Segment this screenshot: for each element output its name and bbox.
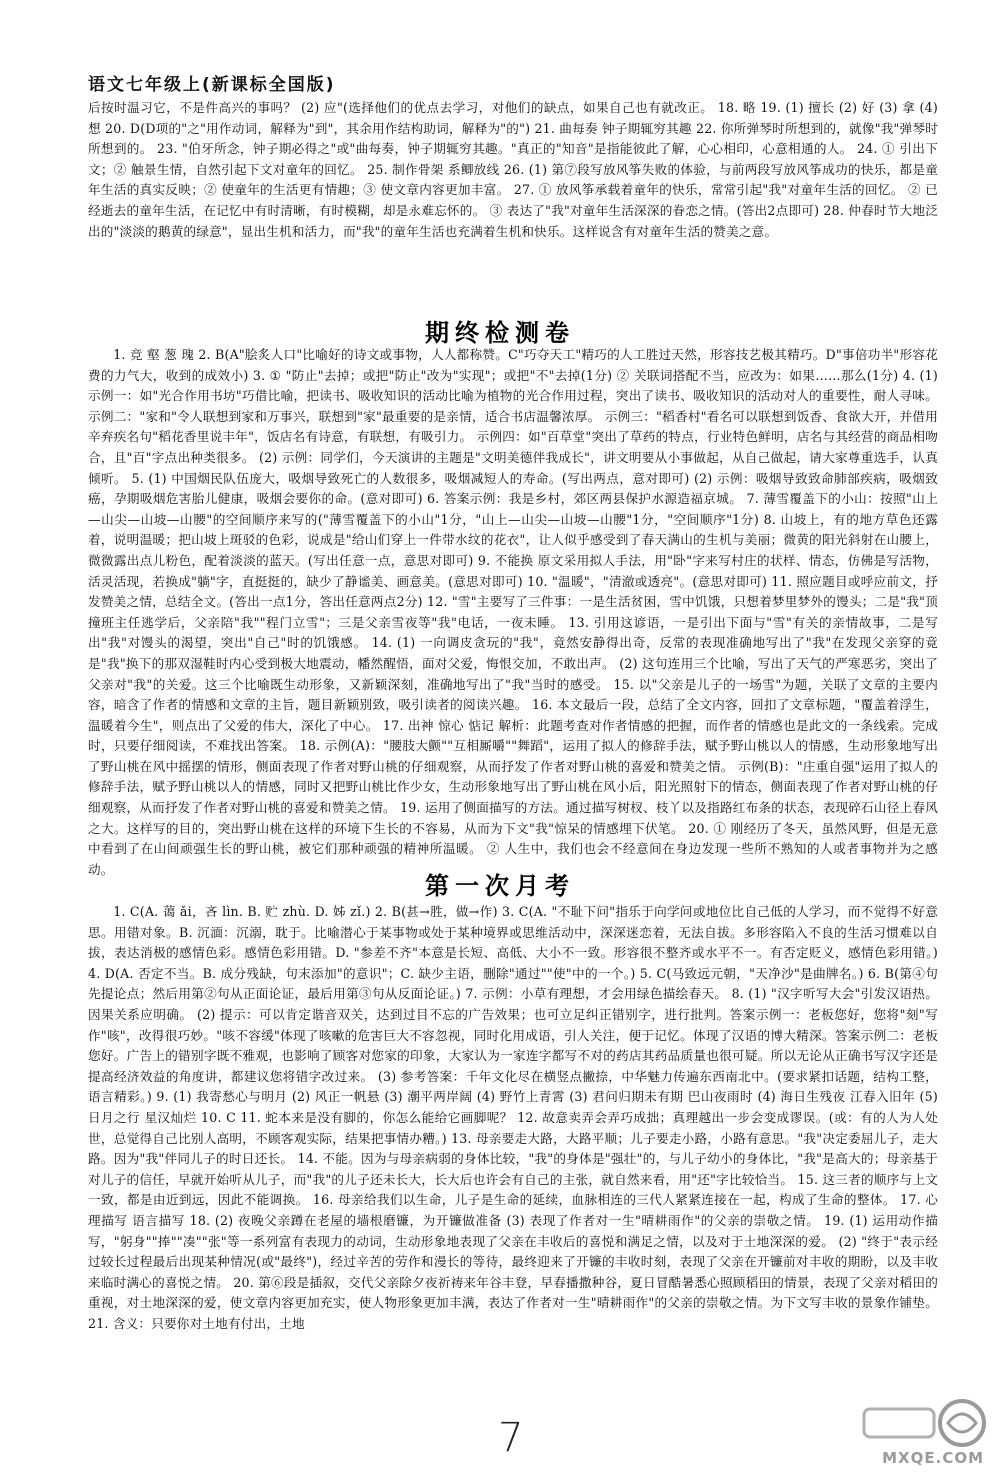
page-number: 7 (498, 1415, 524, 1461)
watermark-logo (844, 1391, 994, 1477)
answer-paragraph: 1. C(A. 蔼 ǎi，吝 lìn. B. 贮 zhù. D. 姊 zǐ.) 2. B(甚→胜，做→作) 3. C(A. "不耻下问"指乐于向学问或地位比自己低的人学习，而不觉得不好意思。用错对象。B. 沉湎：沉溺，耽于。比喻潜心于某事物或处于某种境界或思维活动中，深深迷恋着，无法自拔。多形容陷入不良的生活习惯难以自拔，表达消极的感情色彩。感情色彩用错。D. "参差不齐"本意是长短、高低、大小不一致。形容很不整齐或水平不一。有否定贬义，感情色彩用错。) 4. D(A. 否定不当。B. 成分残缺，句末添加"的意识"；C. 缺少主语，删除"通过""使"中的一个。) 5. C(马致远元朝，"天净沙"是曲牌名。) 6. B(第④句先提论点；然后用第②句从正面论证，最后用第③句从反面论证。) 7. 示例：小草有理想，才会用绿色描绘春天。 8. (1) "汉字听写大会"引发汉语热。因果关系应明确。 (2) 提示：可以肯定谐音双关，达到过目不忘的广告效果；也可立足纠正错别字，进行批判。答案示例一：老板您好，您将"刻"写作"咳"，改得很巧妙。"咳不容缓"体现了咳嗽的危害巨大不容忽视，同时化用成语，引人关注，便于记忆。体现了汉语的博大精深。答案示例二：老板您好。广告上的错别字既不雅观，也影响了顾客对您家的印象，大家认为一家连字都写不对的药店其药品质量也很可疑。所以无论从正确书写汉字还是提高经济效益的角度讲，都建议您将错字改过来。 (3) 参考答案：千年文化尽在横竖点撇捺，中华魅力传遍东西南北中。(要求紧扣话题，结构工整，语言精彩。) 9. (1) 我寄愁心与明月 (2) 风正一帆悬 (3) 潮平两岸阔 (4) 野竹上青霄 (3) 君问归期未有期 巴山夜雨时 (4) 海日生残夜 江春入旧年 (5) 日月之行 星汉灿烂 10. C 11. 蛇本来是没有脚的，你怎么能给它画脚呢？ 12. 故意卖弄会弄巧成拙；真理越出一步会变成谬误。(或：有的人为人处世，总觉得自己比别人高明，不顾客观实际，结果把事情办糟。) 13. 母亲要走大路，大路平顺；儿子要走小路，小路有意思。"我"决定委屈儿子，走大路。因为"我"伴同儿子的时日还长。 14. 不能。因为与母亲病弱的身体比较，"我"的身体是"强壮"的，与儿子幼小的身体比，"我"是高大的；母亲基于对儿子的信任，早就开始听从儿子，而"我"的儿子还未长大，长大后也许会有自己的主张，就自然来看，用"还"字比较恰当。 15. 这三者的顺序与上文一致，都是由近到远，因此不能调换。 16. 母亲给我们以生命，儿子是生命的延续，血脉相连的三代人紧紧连接在一起，构成了生命的整体。 17. 心理描写 语言描写 18. (2) 夜晚父亲蹲在老屋的墙根磨镰，为开镰做准备 (3) 表现了作者对一生"晴耕雨作"的父亲的崇敬之情。 19. (1) 运用动作描写，"躬身""捧""凑""张"等一系列富有表现力的动词，生动形象地表现了父亲在丰收后的喜悦和满足之情，以及对于土地深深的爱。 (2) "终于"表示经过较长过程最后出现某种情况(或"最终")，经过辛苦的劳作和漫长的等待，最终迎来了开镰的丰收时刻，表现了父亲在开镰前对丰收的期盼，以及丰收来临时满心的喜悦之情。 20. 第⑥段是插叙，交代父亲除夕夜祈祷来年谷丰登，早春播撒种谷，夏日冒酷暑悉心照顾稻田的情景，表现了父亲对稻田的重视，对土地深深的爱，使文章内容更加充实，使人物形象更加丰满，表达了作者对一生"晴耕雨作"的父亲的崇敬之情。为下文写丰收的景象作铺垫。 21. 含义：只要你对土地有付出，土地 (88, 904, 938, 1331)
answer-block-final-exam (88, 345, 938, 877)
answer-paragraph: 1. 竞 壑 葱 瑰 2. B(A"脍炙人口"比喻好的诗文或事物，人人都称赞。C"巧夺天工"精巧的人工胜过天然，形容技艺极其精巧。D"事倍功半"形容花费的力气大，收到的成效小) 3. ① "防止"去掉；或把"防止"改为"实现"；或把"不"去掉(1分) ② 关联词搭配不当，应改为：如果……那么(1分) 4. (1) 示例一：如"光合作用书坊"巧借比喻，把读书、吸收知识的活动比喻为植物的光合作用过程，突出了读书、吸收知识的活动对人的重要性，耐人寻味。 示例二："家和"令人联想到家和万事兴，联想到"家"最重要的是亲情，适合书店温馨浓厚。 示例三："稻香村"看名可以联想到饭香、食欲大开，并借用辛弃疾名句"稻花香里说丰年"，饭店名有诗意，有联想，有吸引力。 示例四：如"百草堂"突出了草药的特点，行业特色鲜明，店名与其经营的商品相吻合，且"百"字点出种类很多。 (2) 示例：同学们，今天演讲的主题是"文明美德伴我成长"，讲文明要从小事做起，从自己做起，请大家尊重选手，认真倾听。 5. (1) 中国烟民队伍庞大，吸烟导致死亡的人数很多，吸烟减短人的寿命。(写出两点，意对即可) (2) 示例：吸烟导致致命肺部疾病，吸烟致癌，孕期吸烟危害胎儿健康，吸烟会要你的命。(意对即可) 6. 答案示例：我是乡村，郊区两县保护水源造福京城。 7. 薄雪覆盖下的小山：按照"山上—山尖—山坡—山腰"的空间顺序来写的("薄雪覆盖下的小山"1分，"山上—山尖—山坡—山腰"1分，"空间顺序"1分) 8. 山坡上，有的地方草色还露着，说明温暖；把山坡上斑驳的色彩，说成是"给山们穿上一件带水纹的花衣"，让人似乎感受到了春天满山的生机与美丽；微黄的阳光斜射在山腰上，微微露出点儿粉色，配着淡淡的蓝天。(写出任意一点，意思对即可) 9. 不能换 原文采用拟人手法，用"卧"字来写村庄的状样、情态，仿佛是写活物，活灵活现，若换成"躺"字，直挺挺的，缺少了静谧美、画意美。(意思对即可) 10. "温暖"，"清澈或透亮"。(意思对即可) 11. 照应题目或呼应前文，抒发赞美之情，总结全文。(答出一点1分，答出任意两点2分) 12. "雪"主要写了三件事：一是生活贫困，雪中饥饿，只想着梦里梦外的馒头；二是"我"顶撞班主任逃学后，父亲陪"我""程门立雪"；三是父亲雪夜等"我"电话，一夜未睡。 13. 引用这谚语，一是引出下面与"雪"有关的亲情故事，二是写出"我"对馒头的渴望，突出"自己"时的饥饿感。 14. (1) 一向调皮贪玩的"我"，竟然安静得出奇，反常的表现准确地写出了"我"在发现父亲穿的竟是"我"换下的那双湿鞋时内心受到极大地震动，幡然醒悟，面对父爱，悔恨交加，不敢出声。 (2) 这句连用三个比喻，写出了天气的严寒恶劣，突出了父亲对"我"的关爱。这三个比喻既生动形象，又新颖深刻，准确地写出了"我"当时的感受。 15. 以"父亲是儿子的一场雪"为题，关联了文章的主要内容，暗含了作者的情感和文章的主旨，题目新颖别致，吸引读者的阅读兴趣。 16. 本文最后一段，总结了全文内容，回扣了文章标题，"覆盖着浮生，温暖着今生"，则点出了父爱的伟大，深化了中心。 17. 出神 惊心 惦记 解析：此题考查对作者情感的把握，而作者的情感也是此文的一条线索。完成时，只要仔细阅读，不难找出答案。 18. 示例(A)："腰肢大颤""互相厮嚼""舞蹈"，运用了拟人的修辞手法，赋予野山桃以人的情感，生动形象地写出了野山桃在风中摇摆的情形，侧面表现了作者对野山桃的仔细观察，从而抒发了作者对野山桃的喜爱和赞美之情。 示例(B)："庄重自强"运用了拟人的修辞手法，赋予野山桃以人的情感，同时又把野山桃比作少女，生动形象地写出了野山桃在风小后，阳光照射下的情态，侧面表现了作者对野山桃的仔细观察，从而抒发了作者对野山桃的喜爱和赞美之情。 19. 运用了侧面描写的方法。通过描写树杈、枝丫以及指路红布条的状态，表现碎石山径上春风之大。这样写的目的，突出野山桃在这样的环境下生长的不容易，从而为下文"我"惊呆的情感埋下伏笔。 20. ① 刚经历了冬天，虽然风野，但是无意中看到了在山间顽强生长的野山桃，被它们那种顽强的精神所温暖。 ② 人生中，我们也会不经意间在身边发现一些所不熟知的人或者事物并为之感动。 (88, 347, 938, 877)
watermark-text: MXQE.COM (882, 1449, 984, 1467)
answer-block-first-monthly (88, 902, 938, 1400)
answer-block-top (88, 98, 938, 298)
section-title-first-monthly: 第一次月考 (425, 872, 575, 900)
running-head: 语文七年级上(新课标全国版) (88, 75, 336, 95)
answer-paragraph: 后按时温习它，不是件高兴的事吗？ (2) 应"(选择他们的优点去学习，对他们的缺点，如果自己也有就改正。 18. 略 19. (1) 擅长 (2) 好 (3) 拿 (4) 想 20. D(D项的"之"用作动词，解释为"到"，其余用作结构助词，解释为"的") 21. 曲每奏 钟子期辄穷其趣 22. 你所弹琴时所想到的，就像"我"弹琴时所想到的。 23. "伯牙所念，钟子期必得之"或"曲每奏，钟子期辄穷其趣。"真正的"知音"是指能彼此了解，心心相印，心意相通的人。 24. ① 引出下文；② 触景生情，自然引起下文对童年的回忆。 25. 制作骨架 系鲫放线 26. (1) 第⑦段写放风筝失败的体验，与前两段写放风筝成功的快乐，都是童年生活的真实反映；② 使童年的生活更有情趣；③ 使文章内容更加丰富。 27. ① 放风筝承载着童年的快乐，常常引起"我"对童年生活的回忆。 ② 已经逝去的童年生活，在记忆中有时清晰，有时模糊，却是永难忘怀的。 ③ 表达了"我"对童年生活深深的眷恋之情。(答出2点即可) 28. 仲春时节大地泛出的"淡淡的鹅黄的绿意"，显出生机和活力，而"我"的童年生活也充满着生机和快乐。这样说含有对童年生活的赞美之意。 (88, 100, 938, 239)
section-title-final-exam: 期终检测卷 (425, 319, 575, 347)
